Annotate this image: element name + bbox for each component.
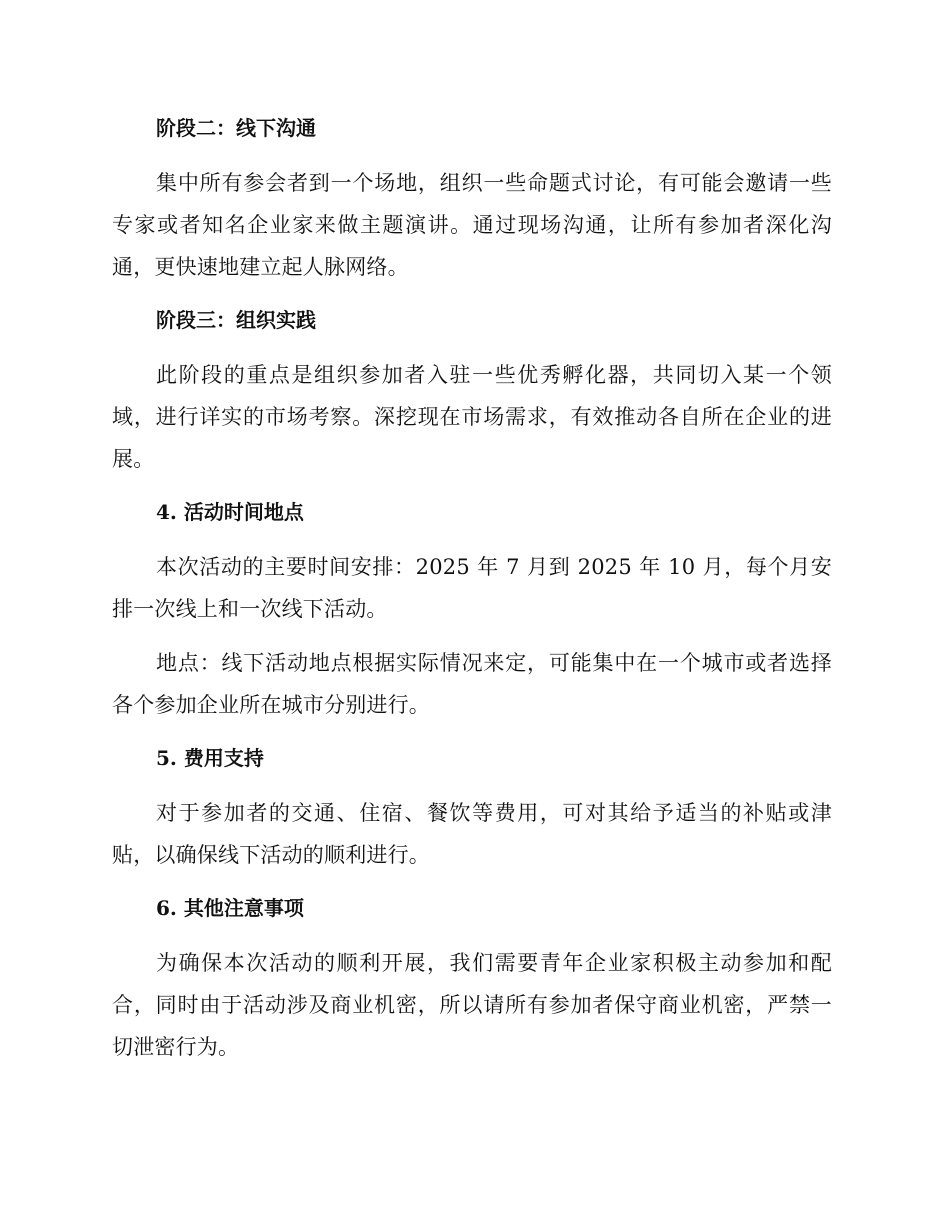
section-heading: 阶段二：线下沟通 bbox=[156, 116, 316, 140]
paragraph: 此阶段的重点是组织参加者入驻一些优秀孵化器，共同切入某一个领域，进行详实的市场考察。深挖现在市场需求，有效推动各自所在企业的进展。 bbox=[112, 363, 832, 471]
paragraph: 地点：线下活动地点根据实际情况来定，可能集中在一个城市或者选择各个参加企业所在城市分别进行。 bbox=[112, 651, 832, 717]
section-heading: 5. 费用支持 bbox=[156, 746, 264, 770]
section-heading: 阶段三：组织实践 bbox=[156, 308, 316, 332]
section-other-notes bbox=[112, 888, 832, 1068]
paragraph: 本次活动的主要时间安排：2025 年 7 月到 2025 年 10 月，每个月安排一次线上和一次线下活动。 bbox=[112, 555, 832, 621]
section-time-location bbox=[112, 492, 832, 738]
section-heading: 6. 其他注意事项 bbox=[156, 896, 304, 920]
paragraph: 集中所有参会者到一个场地，组织一些命题式讨论，有可能会邀请一些专家或者知名企业家来做主题演讲。通过现场沟通，让所有参加者深化沟通，更快速地建立起人脉网络。 bbox=[112, 171, 832, 279]
section-cost-support bbox=[112, 738, 832, 888]
section-heading: 4. 活动时间地点 bbox=[156, 500, 304, 524]
paragraph: 为确保本次活动的顺利开展，我们需要青年企业家积极主动参加和配合，同时由于活动涉及商业机密，所以请所有参加者保守商业机密，严禁一切泄密行为。 bbox=[112, 951, 832, 1059]
section-stage-three bbox=[112, 300, 832, 492]
paragraph: 对于参加者的交通、住宿、餐饮等费用，可对其给予适当的补贴或津贴，以确保线下活动的顺利进行。 bbox=[112, 801, 832, 867]
section-stage-two bbox=[112, 108, 832, 300]
